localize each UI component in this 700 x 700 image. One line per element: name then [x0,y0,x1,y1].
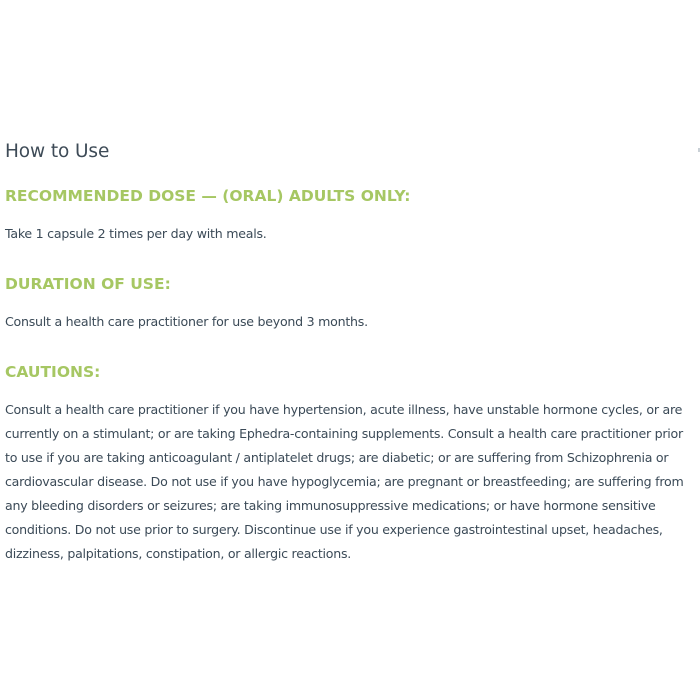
dose-text: Take 1 capsule 2 times per day with meals. [5,226,267,241]
cautions-line: cardiovascular disease. Do not use if you have hypoglycemia; are pregnant or breastfeeding; are suffering from [5,474,684,489]
cautions-line: conditions. Do not use prior to surgery. Discontinue use if you experience gastrointestinal upset, headaches, [5,522,663,537]
page-title: How to Use [5,141,110,162]
cautions-line: Consult a health care practitioner if you have hypertension, acute illness, have unstable hormone cycles, or are [5,402,683,417]
cautions-line: dizziness, palpitations, constipation, or allergic reactions. [5,546,352,561]
duration-text: Consult a health care practitioner for use beyond 3 months. [5,314,368,329]
dose-heading: RECOMMENDED DOSE — (ORAL) ADULTS ONLY: [5,187,411,205]
cautions-heading: CAUTIONS: [5,363,101,381]
duration-heading: DURATION OF USE: [5,275,171,293]
how-to-use-section [5,138,695,566]
cautions-text [5,398,695,566]
cautions-line: to use if you are taking anticoagulant / antiplatelet drugs; are diabetic; or are suffering from Schizophrenia or [5,450,669,465]
cautions-line: any bleeding disorders or seizures; are taking immunosuppressive medications; or have hormone sensitive [5,498,656,513]
cautions-line: currently on a stimulant; or are taking Ephedra-containing supplements. Consult a health care practitioner prior [5,426,683,441]
